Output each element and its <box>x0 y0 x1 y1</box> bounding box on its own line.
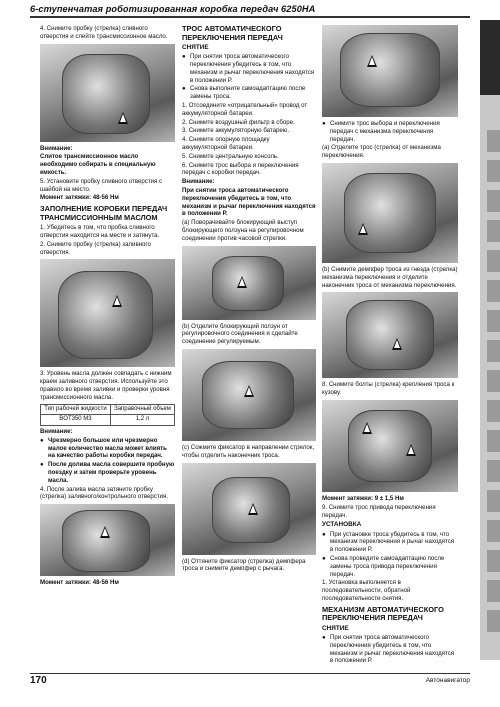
mechanism-shape <box>344 173 436 253</box>
fluid-table <box>40 404 175 426</box>
arrow-icon <box>362 422 372 434</box>
list-item: 2. Снимите пробку (стрелка) заливного отверстия. <box>40 240 151 256</box>
list-item: ● При установке троса убедитесь в том, что механизм переключения и рычаг находятся в положении P. <box>322 530 455 554</box>
list-item: ● Снимите трос выбора и переключения передач с механизма переключения передач. <box>322 120 440 143</box>
step-oil-level: 3. Уровень масла должен совпадать с нижним краем заливного отверстия. Используйте это правило во время заливки и проверки уровня трансмиссионного масла. <box>40 370 172 401</box>
photo-adjust-connection <box>182 246 316 320</box>
sidebar-bar <box>487 190 500 212</box>
chapter-tab-sidebar <box>480 20 500 660</box>
step-drain-plug: 4. Снимите пробку (стрелка) сливного отверстия и слейте трансмиссионное масло. <box>40 25 168 40</box>
sidebar-bar <box>487 550 500 572</box>
step-remove-cable: 9. Снимите трос привода переключения передач. <box>322 503 436 519</box>
subsection-removal: СНЯТИЕ <box>182 44 209 52</box>
bullet-icon: ● <box>322 554 326 562</box>
mechanism-shape <box>348 410 432 482</box>
substep-a: (a) Поворачивайте блокирующий выступ блокирующего ползуна на регулировочном соединении против часовой стрелки. <box>182 219 304 242</box>
arrow-icon <box>244 385 254 397</box>
note2-title: Внимание: <box>40 427 73 435</box>
note-title: Внимание: <box>40 144 73 152</box>
section-title-cable: ТРОС АВТОМАТИЧЕСКОГО ПЕРЕКЛЮЧЕНИЯ ПЕРЕДАЧ <box>182 24 283 42</box>
sidebar-bar <box>487 490 500 512</box>
column-right <box>322 25 458 666</box>
photo-damper-socket <box>322 292 458 378</box>
arrow-icon <box>100 526 110 538</box>
subsection-install: УСТАНОВКА <box>322 521 362 529</box>
arrow-icon <box>248 503 258 515</box>
photo-drain-plug <box>40 44 175 142</box>
sidebar-bar <box>487 130 500 152</box>
sidebar-bar <box>487 220 500 242</box>
arrow-icon <box>118 112 128 124</box>
page-header <box>30 4 470 18</box>
sidebar-bar <box>487 370 500 392</box>
bullet-icon: ● <box>322 633 326 641</box>
list-item: 6. Снимите трос выбора и переключения передач с коробки передач. <box>182 161 299 177</box>
sidebar-bar <box>487 310 500 332</box>
step-tighten-fill-plug: 4. После залива масла затяните пробку (стрелка) заливного/контрольного отверстия. <box>40 485 169 501</box>
step-install-plug: 5. Установите пробку сливного отверстия с шайбой на место. <box>40 177 163 193</box>
sidebar-bar <box>487 460 500 482</box>
substep-b: (b) Отделите блокирующий ползун от регулировочного соединения и сделайте соединение регулируемым. <box>182 322 298 346</box>
footer-rule <box>30 673 470 674</box>
torque-spec: Момент затяжки: 48-56 Нм <box>40 579 119 587</box>
substep-a: (a) Отделите трос (стрелка) от механизма переключения. <box>322 144 441 160</box>
chapter-tab-marker <box>480 20 500 95</box>
header-title: 6-ступенчатая роботизированная коробка передач 6250НА <box>30 4 316 14</box>
sidebar-bar <box>487 520 500 542</box>
arrow-icon <box>358 223 368 235</box>
sidebar-bar <box>487 610 500 632</box>
photo-shift-mechanism-top <box>322 25 458 117</box>
step-remove-bolts: 8. Снимите болты (стрелка) крепления троса к кузову. <box>322 381 455 397</box>
photo-body-bolts <box>322 400 458 492</box>
removal-steps-list <box>182 102 316 177</box>
list-item: 4. Снимите опорную площадку аккумуляторной батареи. <box>182 136 270 151</box>
note-title: Внимание: <box>182 178 215 186</box>
sidebar-bar <box>487 250 500 272</box>
mechanism-shape <box>340 33 440 107</box>
note-text: При снятии троса автоматического переключения убедитесь в том, что механизм и рычаг переключения находятся в положении P. <box>182 186 316 218</box>
mechanism-shape <box>346 300 434 370</box>
table-cell: 1,2 л <box>110 415 174 426</box>
list-item: ● При снятии троса автоматического переключения убедитесь в том, что механизм и рычаг переключения находятся в положении P. <box>322 633 455 665</box>
transmission-housing-shape <box>62 510 150 572</box>
list-item: 1. Убедитесь в том, что пробка сливного отверстия находится на месте и затянута. <box>40 224 160 239</box>
torque-spec: Момент затяжки: 9 ± 1,5 Нм <box>322 494 404 502</box>
arrow-icon <box>112 295 122 307</box>
page-number: 170 <box>30 675 47 686</box>
install-step: 1. Установка выполняется в последовательности, обратной последовательности снятия. <box>322 579 411 602</box>
bullet-icon: ● <box>182 53 186 61</box>
list-item: ● Снова выполните самоадаптацию после замены троса. <box>182 85 306 101</box>
sidebar-bar <box>487 580 500 602</box>
arrow-icon <box>237 276 247 288</box>
substep-b: (b) Снимите демпфер троса из гнезда (стрелка) механизма переключения и отделите наконечник троса от механизма переключения. <box>322 265 458 289</box>
list-item: ● После долива масла совершите пробную поездку и затем проверьте уровень масла. <box>40 461 175 484</box>
sidebar-bar <box>487 400 500 422</box>
transmission-housing-shape <box>62 54 150 134</box>
note-text: Слитое трансмиссионное масло необходимо собирать в специальную емкость. <box>40 153 156 176</box>
publisher-name: Автонавигатор <box>425 677 470 684</box>
photo-fill-plug-tighten <box>40 504 175 576</box>
photo-blocking-slider <box>182 349 316 441</box>
photo-shift-mechanism-cable <box>322 163 458 263</box>
page-footer <box>30 673 470 687</box>
sidebar-bar <box>487 160 500 182</box>
sidebar-bar <box>487 340 500 362</box>
substep-c: (c) Сожмите фиксатор в направлении стрелок, чтобы отделить наконечник троса. <box>182 443 315 459</box>
table-header: Тип рабочей жидкости <box>41 404 111 415</box>
section-title-fill: ЗАПОЛНЕНИЕ КОРОБКИ ПЕРЕДАЧ ТРАНСМИССИОННЫМ МАСЛОМ <box>40 204 168 222</box>
list-item: ● Снова проведите самоадаптацию после замены троса привода переключения передач. <box>322 554 445 578</box>
list-item: ● При снятии троса автоматического переключения убедитесь в том, что механизм и рычаг переключения находятся в положении P. <box>182 53 315 84</box>
bullet-icon: ● <box>322 530 326 538</box>
transmission-housing-shape <box>58 271 153 359</box>
bullet-icon: ● <box>40 461 44 469</box>
arrow-icon <box>392 338 402 350</box>
sidebar-bar <box>487 280 500 302</box>
table-header: Заправочный объем <box>110 404 174 415</box>
header-rule <box>30 16 470 18</box>
column-middle <box>182 25 316 574</box>
bullet-icon: ● <box>182 85 186 93</box>
list-item: 3. Снимите аккумуляторную батарею. <box>182 127 290 135</box>
bullet-icon: ● <box>322 120 326 127</box>
cable-connector-shape <box>212 256 284 311</box>
column-left <box>40 25 175 588</box>
bullet-icon: ● <box>40 436 44 444</box>
list-item: 5. Снимите центральную консоль. <box>182 152 279 160</box>
fill-steps-list <box>40 224 175 256</box>
arrow-icon <box>406 444 416 456</box>
torque-spec: Момент затяжки: 48-56 Нм <box>40 194 119 202</box>
list-item: 1. Отсоедините «отрицательный» провод от аккумуляторной батареи. <box>182 102 308 117</box>
photo-fill-plug <box>40 259 175 367</box>
subsection-removal: СНЯТИЕ <box>322 624 349 632</box>
table-cell: BOT350 M3 <box>41 415 111 426</box>
arrow-icon <box>367 55 377 67</box>
substep-d: (d) Оттяните фиксатор (стрелка) демпфера троса и снимите демпфер с рычага. <box>182 557 306 573</box>
section-title-mechanism: МЕХАНИЗМ АВТОМАТИЧЕСКОГО ПЕРЕКЛЮЧЕНИЯ ПЕРЕДАЧ <box>322 604 444 623</box>
list-item: ● Чрезмерно большое или чрезмерно малое количество масла может влиять на качество работы коробки передач. <box>40 436 167 460</box>
sidebar-bar <box>487 430 500 452</box>
list-item: 2. Снимите воздушный фильтр в сборе. <box>182 118 295 126</box>
photo-retainer <box>182 463 316 555</box>
